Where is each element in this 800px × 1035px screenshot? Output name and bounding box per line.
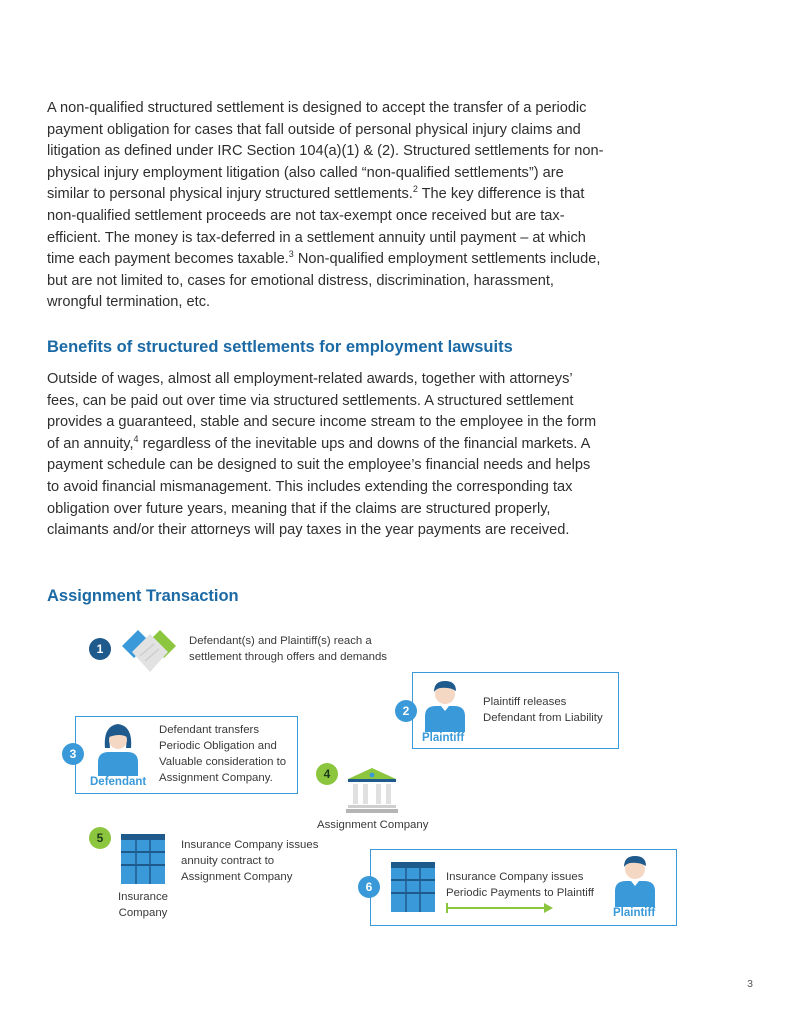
step-3-text: Defendant transfers Periodic Obligation and Valuable consideration to Assignment Company. <box>159 724 287 784</box>
intro-paragraph <box>47 98 607 314</box>
step-3-label: Defendant <box>90 776 147 788</box>
step-1-badge: 1 <box>89 638 111 660</box>
step-1-text: Defendant(s) and Plaintiff(s) reach a settlement through offers and demands <box>189 635 387 663</box>
step-2-badge: 2 <box>395 700 417 722</box>
benefits-text-1: Outside of wages, almost all employment-related awards, together with attorneys’ fees, can be paid out over time via structured settlements. A structured settlement provides a guaranteed, stable and secure income stream to the employee in the form of an annuity, <box>47 371 597 452</box>
step-4-badge: 4 <box>316 763 338 785</box>
step-6-label: Plaintiff <box>613 907 656 919</box>
footnote-ref-4[interactable]: 4 <box>133 433 139 444</box>
page-number: 3 <box>747 978 753 990</box>
insurance-building-icon <box>390 860 436 912</box>
footnote-ref-2[interactable]: 2 <box>412 184 418 195</box>
defendant-person-icon <box>95 720 141 776</box>
office-building-icon <box>120 832 166 884</box>
step-6-badge: 6 <box>358 876 380 898</box>
arrow-right-icon <box>446 902 554 914</box>
step-4-label: Assignment Company <box>317 819 429 831</box>
step-5-badge: 5 <box>89 827 111 849</box>
step-2-label: Plaintiff <box>422 732 465 744</box>
bank-building-icon <box>346 766 398 814</box>
intro-text-1: A non-qualified structured settlement is designed to accept the transfer of a periodic payment obligation for cases that fall outside of personal physical injury claims and litigation as defined under IRC Section 104(a)(1) & (2). Structured settlements for non-physical injury employment litigation (also called “non-qualified settlements”) are similar to personal physical injury structured settlements. <box>47 100 604 203</box>
plaintiff-person-icon <box>422 676 468 732</box>
benefits-paragraph <box>47 369 602 542</box>
step-2-text: Plaintiff releases Defendant from Liability <box>483 696 603 724</box>
benefits-heading: Benefits of structured settlements for employment lawsuits <box>47 338 513 356</box>
handshake-icon <box>120 626 178 676</box>
benefits-text-2: regardless of the inevitable ups and downs of the financial markets. A payment schedule can be designed to suit the employee’s financial needs and helps to avoid financial mismanagement. This includes extending the corresponding tax obligation over future years, meaning that if the claims are structured properly, claimants and/or their attorneys will pay taxes in the year payments are received. <box>47 435 591 539</box>
intro-text-2: The key difference is that non-qualified settlement proceeds are not tax-exempt once received but are tax-efficient. The money is tax-deferred in a settlement annuity until payment – at which time each payment becomes taxable. <box>47 186 586 268</box>
step-5-text: Insurance Company issues annuity contract to Assignment Company <box>181 839 319 883</box>
step-6-text: Insurance Company issues Periodic Payments to Plaintiff <box>446 871 594 899</box>
step-5-label: Insurance Company <box>117 891 169 919</box>
intro-text-3: Non-qualified employment settlements include, but are not limited to, cases for emotional distress, discrimination, harassment, wrongful termination, etc. <box>47 251 601 311</box>
plaintiff-person-icon-2 <box>612 851 658 907</box>
step-3-badge: 3 <box>62 743 84 765</box>
assignment-heading: Assignment Transaction <box>47 587 239 605</box>
footnote-ref-3[interactable]: 3 <box>288 249 294 260</box>
